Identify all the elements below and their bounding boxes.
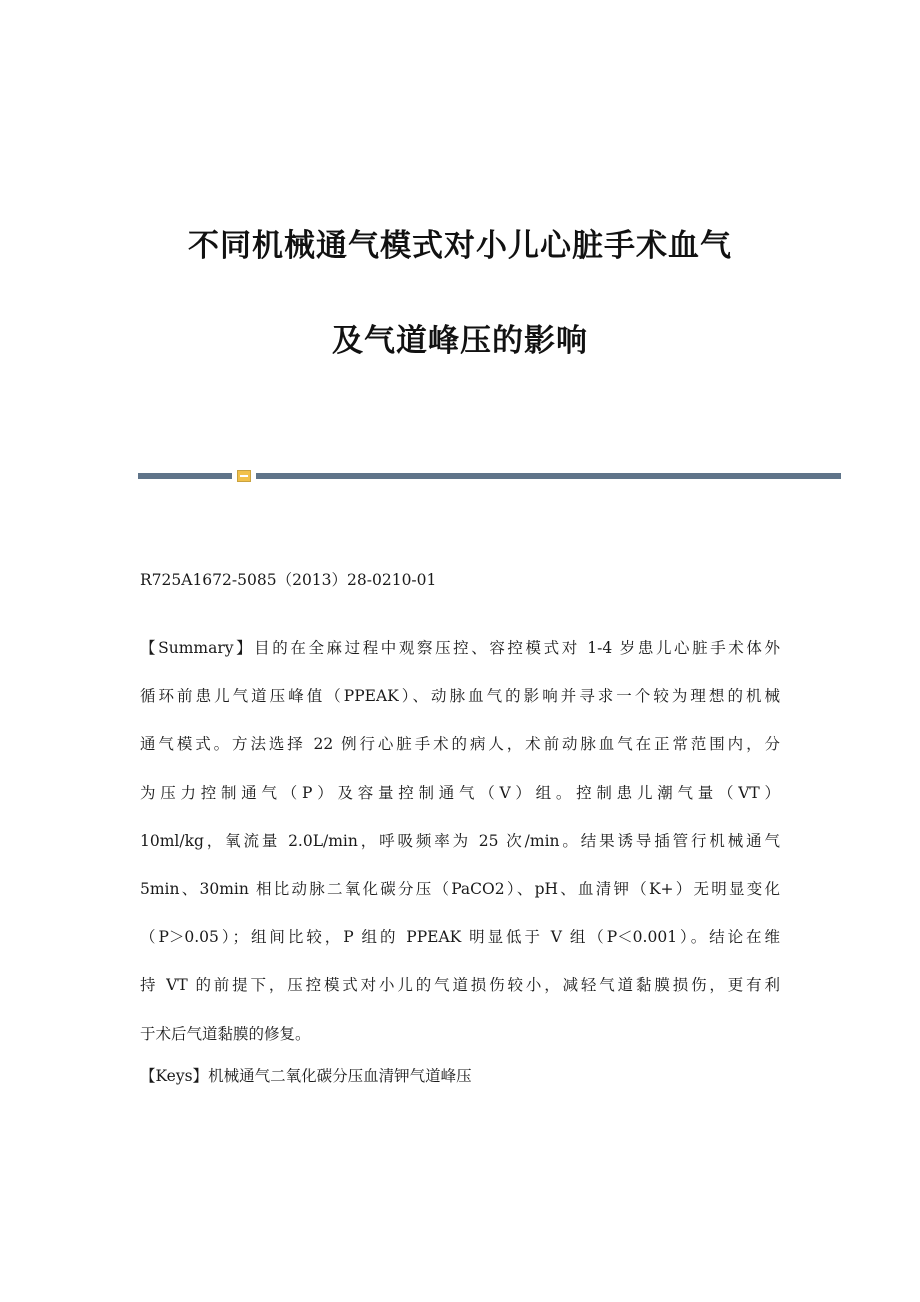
abstract-line: 循环前患儿气道压峰值（PPEAK）、动脉血气的影响并寻求一个较为理想的机械 [140,687,780,706]
abstract-label: 【Summary】 [140,639,255,657]
keywords-line [140,1065,780,1087]
abstract-line: 10ml/kg，氧流量 2.0L/min，呼吸频率为 25 次/min。结果诱导插管行机械通气 [140,831,780,850]
abstract-line: 持 VT 的前提下，压控模式对小儿的气道损伤较小，减轻气道黏膜损伤，更有利 [140,976,780,995]
keywords-text: 机械通气二氧化碳分压血清钾气道峰压 [208,1067,472,1085]
document-title-line-2: 及气道峰压的影响 [332,323,588,359]
divider-badge-icon [237,470,251,482]
abstract-line: （P＞0.05）；组间比较，P 组的 PPEAK 明显低于 V 组（P＜0.001）。结论在维 [140,928,780,947]
keywords-label: 【Keys】 [140,1067,209,1085]
divider-bar-left [138,473,232,479]
abstract-line: 5min、30min 相比动脉二氧化碳分压（PaCO2）、pH、血清钾（K+）无明显变化 [140,880,780,899]
divider-bar-right [256,473,841,479]
abstract-paragraph [140,624,780,1058]
abstract-line: 为压力控制通气（P）及容量控制通气（V）组。控制患儿潮气量（VT） [140,783,780,802]
abstract-line: 于术后气道黏膜的修复。 [140,1024,311,1043]
abstract-line: 【Summary】目的在全麻过程中观察压控、容控模式对 1-4 岁患儿心脏手术体外 [140,639,780,657]
section-divider [138,470,841,482]
classification-code: R725A1672-5085（2013）28-0210-01 [140,571,437,589]
document-title-line-1: 不同机械通气模式对小儿心脏手术血气 [188,228,732,264]
abstract-line: 通气模式。方法选择 22 例行心脏手术的病人，术前动脉血气在正常范围内，分 [140,735,780,754]
